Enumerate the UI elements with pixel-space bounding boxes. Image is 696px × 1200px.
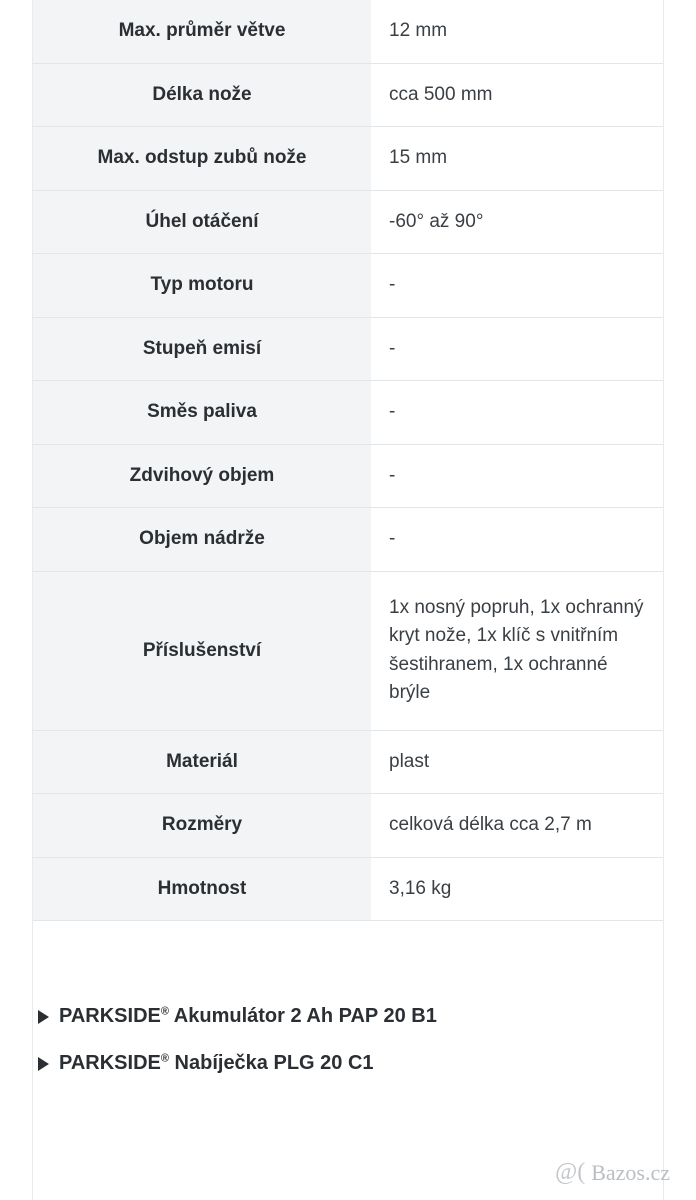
table-row	[33, 730, 663, 794]
table-row	[33, 571, 663, 730]
spec-value: 12 mm	[371, 0, 663, 63]
table-row	[33, 381, 663, 445]
table-row	[33, 0, 663, 63]
table-row	[33, 63, 663, 127]
list-item-label: PARKSIDE® Akumulátor 2 Ah PAP 20 B1	[59, 1005, 437, 1027]
chevron-right-icon	[38, 1057, 49, 1071]
spec-value: 3,16 kg	[371, 857, 663, 921]
spec-label: Zdvihový objem	[33, 444, 371, 508]
table-row	[33, 317, 663, 381]
spec-value: -60° až 90°	[371, 190, 663, 254]
spec-value: -	[371, 381, 663, 445]
spacer	[0, 921, 696, 993]
spec-label: Max. průměr větve	[33, 0, 371, 63]
table-row	[33, 794, 663, 858]
chevron-right-icon	[38, 1010, 49, 1024]
spec-label: Max. odstup zubů nože	[33, 127, 371, 191]
right-divider	[663, 0, 664, 1200]
spec-value: celková délka cca 2,7 m	[371, 794, 663, 858]
spec-value: -	[371, 254, 663, 318]
spec-label: Hmotnost	[33, 857, 371, 921]
related-products-list	[0, 993, 696, 1087]
spec-value: plast	[371, 730, 663, 794]
list-item[interactable]	[38, 1040, 658, 1087]
watermark-text: Bazos.cz	[591, 1159, 670, 1185]
list-item[interactable]	[38, 993, 658, 1040]
spec-value: -	[371, 444, 663, 508]
table-row	[33, 190, 663, 254]
table-row	[33, 127, 663, 191]
spec-label: Úhel otáčení	[33, 190, 371, 254]
spec-label: Rozměry	[33, 794, 371, 858]
spec-value: 15 mm	[371, 127, 663, 191]
spec-value: cca 500 mm	[371, 63, 663, 127]
spec-label: Stupeň emisí	[33, 317, 371, 381]
specifications-table	[33, 0, 663, 921]
registered-mark: ®	[160, 1052, 169, 1065]
registered-mark: ®	[160, 1005, 169, 1018]
table-row	[33, 444, 663, 508]
table-row	[33, 857, 663, 921]
spec-label: Příslušenství	[33, 571, 371, 730]
spec-value: -	[371, 317, 663, 381]
spec-label: Směs paliva	[33, 381, 371, 445]
spec-label: Objem nádrže	[33, 508, 371, 572]
spec-label: Typ motoru	[33, 254, 371, 318]
list-item-label: PARKSIDE® Nabíječka PLG 20 C1	[59, 1052, 374, 1074]
spec-value: 1x nosný popruh, 1x ochranný kryt nože, 1x klíč s vnitřním šestihranem, 1x ochranné brýle	[371, 571, 663, 730]
spec-value: -	[371, 508, 663, 572]
spec-label: Materiál	[33, 730, 371, 794]
table-row	[33, 508, 663, 572]
spec-label: Délka nože	[33, 63, 371, 127]
table-row	[33, 254, 663, 318]
watermark-symbol: @(	[555, 1159, 586, 1185]
watermark	[555, 1159, 670, 1186]
left-divider	[32, 0, 33, 1200]
